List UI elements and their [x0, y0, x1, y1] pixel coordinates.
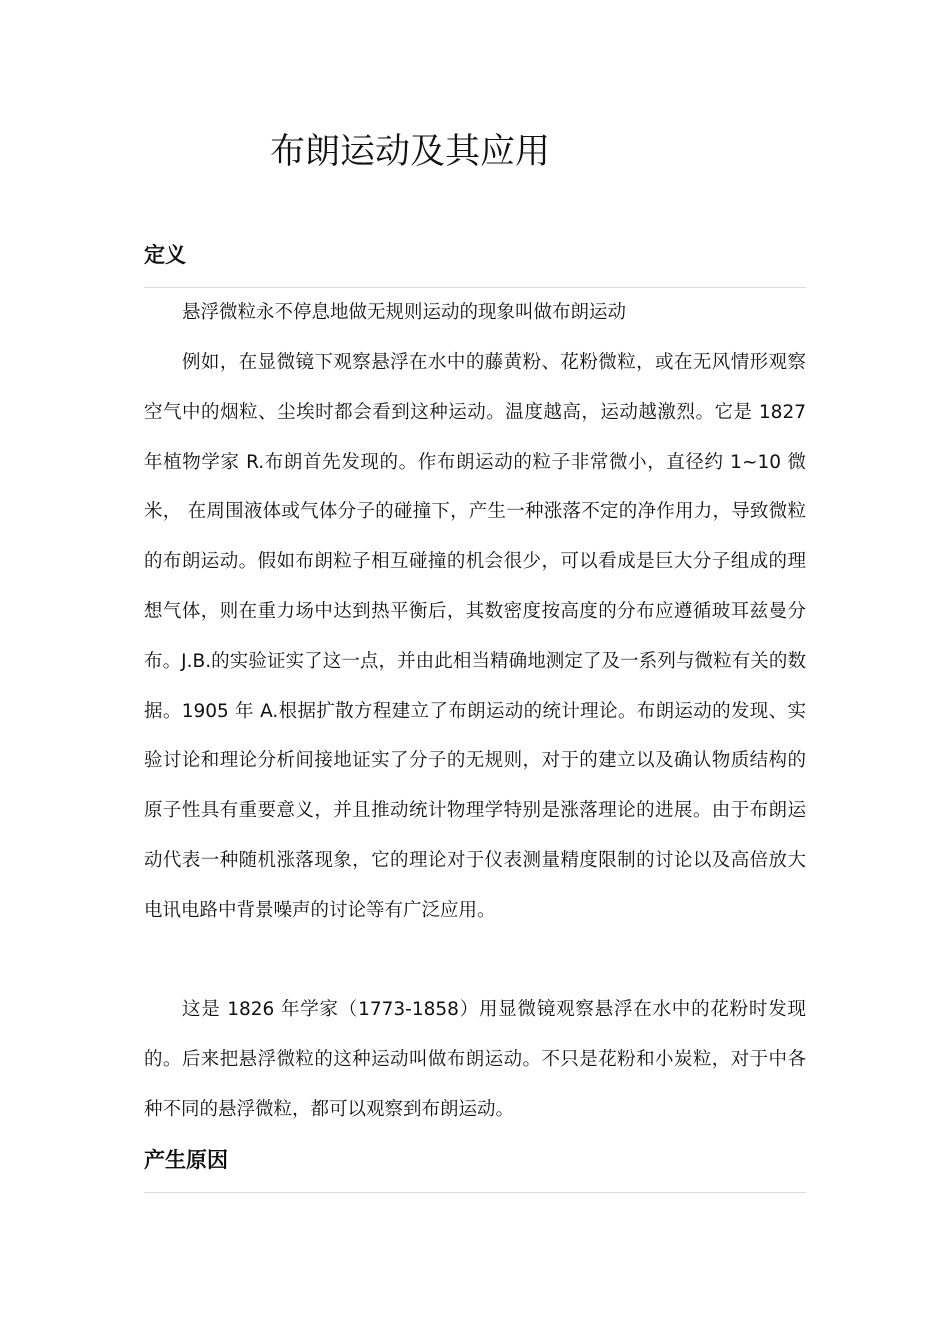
document-title: 布朗运动及其应用 [270, 132, 551, 172]
section-heading-cause: 产生原因 [144, 1148, 228, 1172]
section-divider [144, 1192, 806, 1193]
paragraph-history: 这是 1826 年学家（1773-1858）用显微镜观察悬浮在水中的花粉时发现的。后来把悬浮微粒的这种运动叫做布朗运动。不只是花粉和小炭粒，对于中各种不同的悬浮微粒，都可以观察到布朗运动。 [144, 999, 806, 1120]
paragraph-definition: 悬浮微粒永不停息地做无规则运动的现象叫做布朗运动 [182, 302, 627, 323]
section-heading-definition: 定义 [144, 243, 186, 267]
paragraph-example: 例如，在显微镜下观察悬浮在水中的藤黄粉、花粉微粒，或在无风情形观察空气中的烟粒、尘埃时都会看到这种运动。温度越高，运动越激烈。它是 1827 年植物学家 R.布朗首先发现的。作布朗运动的粒子非常微小，直径约 1~10 微米， 在周围液体或气体分子的碰撞下，产生一种涨落不定的净作用力，导致微粒的布朗运动。假如布朗粒子相互碰撞的机会很少，可以看成是巨大分子组成的理想气体，则在重力场中达到热平衡后，其数密度按高度的分布应遵循玻耳兹曼分布。J.B.的实验证实了这一点，并由此相当精确地测定了及一系列与微粒有关的数据。1905 年 A.根据扩散方程建立了布朗运动的统计理论。布朗运动的发现、实验讨论和理论分析间接地证实了分子的无规则，对于的建立以及确认物质结构的原子性具有重要意义，并且推动统计物理学特别是涨落理论的进展。由于布朗运动代表一种随机涨落现象，它的理论对于仪表测量精度限制的讨论以及高倍放大电讯电路中背景噪声的讨论等有广泛应用。 [144, 352, 806, 921]
